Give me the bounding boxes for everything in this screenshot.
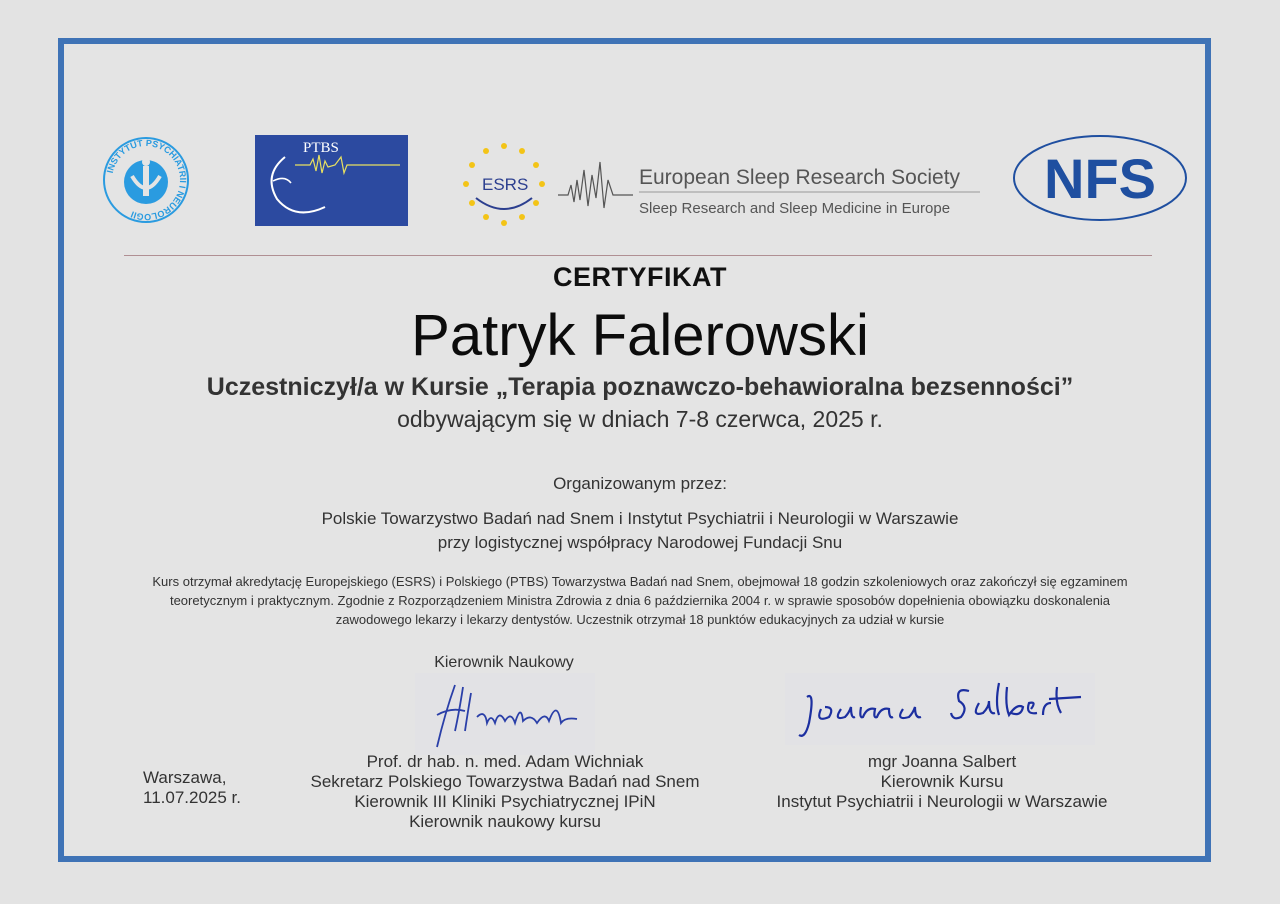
course-name: Uczestniczył/a w Kursie „Terapia poznawczo-behawioralna bezsenności” bbox=[206, 373, 1074, 401]
signatory-line: Kierownik III Kliniki Psychiatrycznej IPiN bbox=[354, 792, 656, 811]
header-divider bbox=[124, 255, 1152, 256]
signatory-line: Instytut Psychiatrii i Neurologii w Warszawie bbox=[776, 792, 1108, 811]
issue-date: 11.07.2025 r. bbox=[143, 788, 241, 807]
course-dates: odbywającym się w dniach 7-8 czerwca, 2025 r. bbox=[397, 406, 883, 432]
accreditation-note bbox=[110, 572, 1170, 629]
accreditation-line: teoretycznym i praktycznym. Zgodnie z Rozporządzeniem Ministra Zdrowia z dnia 6 października 2004 r. w sprawie sposobów dopełnienia obowiązku doskonalenia bbox=[169, 593, 1111, 608]
recipient-name: Patryk Falerowski bbox=[411, 303, 869, 368]
accreditation-line: Kurs otrzymał akredytację Europejskiego (ESRS) i Polskiego (PTBS) Towarzystwa Badań nad Snem, obejmował 18 godzin szkoleniowych oraz zakończył się egzaminem bbox=[152, 574, 1128, 589]
signature-wichniak bbox=[415, 673, 595, 755]
ptbs-logo-text: PTBS bbox=[303, 140, 339, 156]
esrs-logo bbox=[458, 140, 986, 230]
organized-label: Organizowanym przez: bbox=[553, 474, 727, 493]
course-director-block bbox=[742, 752, 1142, 812]
scientific-director-block bbox=[280, 752, 730, 832]
signatory-line: Kierownik naukowy kursu bbox=[409, 812, 601, 831]
esrs-tagline: Sleep Research and Sleep Medicine in Europe bbox=[639, 200, 951, 217]
esrs-logo-text: ESRS bbox=[482, 175, 529, 194]
accreditation-line: zawodowego lekarzy i lekarzy dentystów. Uczestnik otrzymał 18 punktów edukacyjnych za udział w kursie bbox=[335, 612, 945, 627]
place-date bbox=[143, 768, 283, 808]
signatory-line: Sekretarz Polskiego Towarzystwa Badań nad Snem bbox=[310, 772, 700, 791]
place: Warszawa, bbox=[143, 768, 227, 787]
esrs-name: European Sleep Research Society bbox=[639, 166, 961, 189]
organizer-line: przy logistycznej współpracy Narodowej Fundacji Snu bbox=[437, 533, 843, 552]
signatory-line: mgr Joanna Salbert bbox=[867, 752, 1017, 771]
signatory-line: Kierownik Kursu bbox=[880, 772, 1004, 791]
certificate-title: CERTYFIKAT bbox=[553, 262, 727, 292]
organizer-block bbox=[0, 507, 1280, 555]
signatory-line: Prof. dr hab. n. med. Adam Wichniak bbox=[366, 752, 644, 771]
ipin-logo-text: INSTYTUT PSYCHIATRII I NEUROLOGII bbox=[104, 137, 189, 223]
nfs-logo bbox=[1012, 134, 1188, 222]
nfs-logo-text: NFS bbox=[1044, 147, 1156, 210]
scientific-director-label: Kierownik Naukowy bbox=[434, 654, 574, 671]
ipin-logo bbox=[102, 136, 190, 224]
signature-salbert bbox=[785, 673, 1095, 745]
ptbs-logo bbox=[255, 135, 408, 226]
organizer-line: Polskie Towarzystwo Badań nad Snem i Instytut Psychiatrii i Neurologii w Warszawie bbox=[321, 509, 959, 528]
